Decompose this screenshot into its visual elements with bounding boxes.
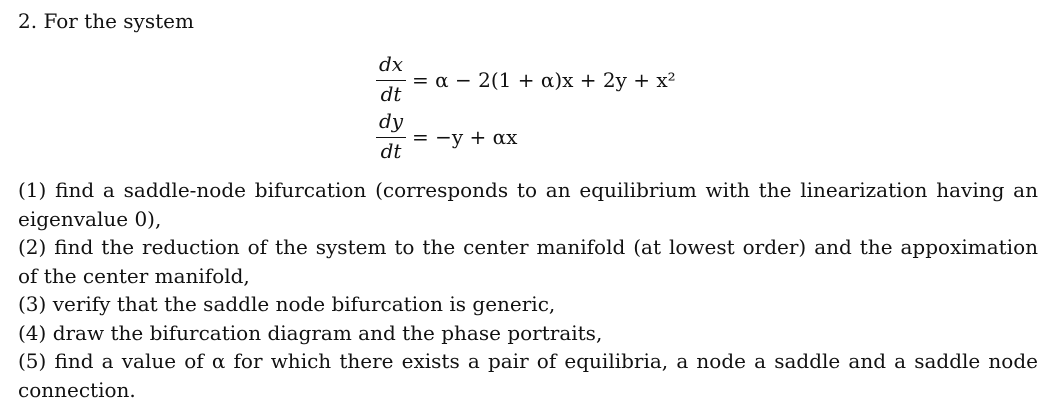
task-item: (5) find a value of α for which there exists a pair of equilibria, a node a saddle and a saddle node connection. xyxy=(18,349,1038,402)
equation-right-hand-side: = −y + αx xyxy=(412,125,518,149)
task-item: (3) verify that the saddle node bifurcation is generic, xyxy=(18,292,556,316)
task-item: (1) find a saddle-node bifurcation (corresponds to an equilibrium with the linearization having an eigenvalue 0), xyxy=(18,178,1038,231)
problem-heading: 2. For the system xyxy=(18,9,194,33)
fraction-numerator: dx xyxy=(378,52,404,76)
task-list xyxy=(18,176,1038,404)
fraction-denominator: dt xyxy=(380,82,402,106)
equation-right-hand-side: = α − 2(1 + α)x + 2y + x² xyxy=(412,68,676,92)
task-item: (4) draw the bifurcation diagram and the phase portraits, xyxy=(18,320,603,345)
fraction-numerator: dy xyxy=(378,109,404,133)
fraction-denominator: dt xyxy=(380,139,402,163)
task-item: (2) find the reduction of the system to the center manifold (at lowest order) and the appoximation of the center manifold, xyxy=(18,235,1038,288)
